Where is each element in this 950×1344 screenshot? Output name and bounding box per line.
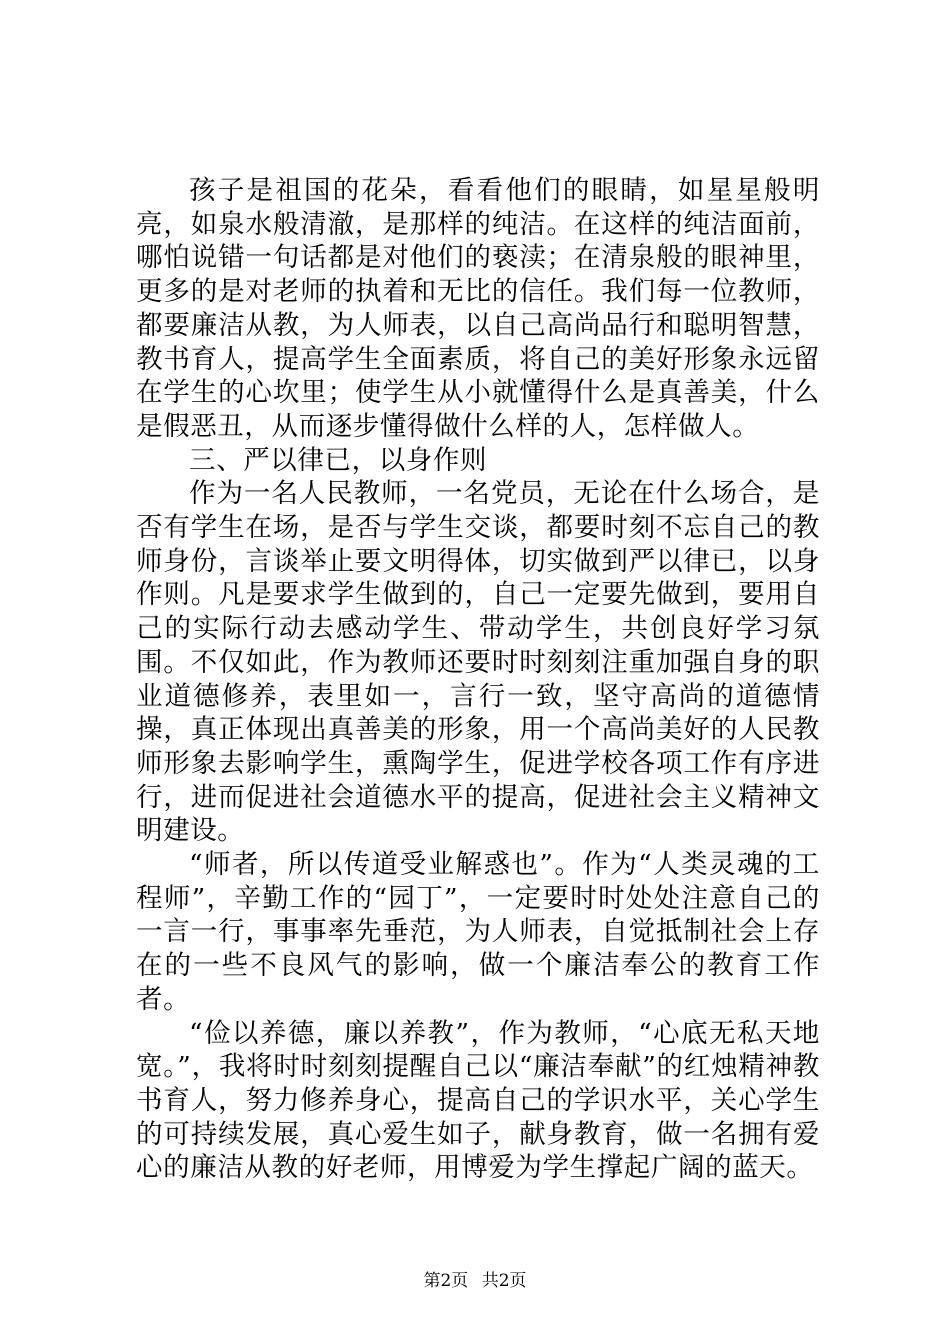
section-heading: 三、严以律已，以身作则	[189, 444, 488, 476]
page-footer	[0, 1270, 950, 1292]
paragraph-3: “师者，所以传道受业解惑也”。作为“人类灵魂的工程师”，辛勤工作的“园丁”，一定要时时处处注意自己的一言一行，事事率先垂范，为人师表，自觉抵制社会上存在的一些不良风气的影响，做一个廉洁奉公的教育工作者。	[136, 849, 820, 1015]
paragraph-4: “俭以养德，廉以养教”，作为教师，“心底无私天地宽。”，我将时时刻刻提醒自己以“廉洁奉献”的红烛精神教书育人，努力修养身心，提高自己的学识水平，关心学生的可持续发展，真心爱生如子，献身教育，做一名拥有爱心的廉洁从教的好老师，用博爱为学生撑起广阔的蓝天。	[136, 1017, 820, 1184]
paragraph-1: 孩子是祖国的花朵，看看他们的眼睛，如星星般明亮，如泉水般清澈，是那样的纯洁。在这样的纯洁面前，哪怕说错一句话都是对他们的亵渎；在清泉般的眼神里，更多的是对老师的执着和无比的信任。我们每一位教师，都要廉洁从教，为人师表，以自己高尚品行和聪明智慧，教书育人，提高学生全面素质，将自己的美好形象永远留在学生的心坎里；使学生从小就懂得什么是真善美，什么是假恶丑，从而逐步懂得做什么样的人，怎样做人。	[136, 175, 820, 442]
current-page-number: 第2页	[423, 1271, 469, 1291]
paragraph-2: 作为一名人民教师，一名党员，无论在什么场合，是否有学生在场，是否与学生交谈，都要时刻不忘自己的教师身份，言谈举止要文明得体，切实做到严以律已，以身作则。凡是要求学生做到的，自己一定要先做到，要用自己的实际行动去感动学生、带动学生，共创良好学习氛围。不仅如此，作为教师还要时时刻刻注重加强自身的职业道德修养，表里如一，言行一致，坚守高尚的道德情操，真正体现出真善美的形象，用一个高尚美好的人民教师形象去影响学生，熏陶学生，促进学校各项工作有序进行，进而促进社会道德水平的提高，促进社会主义精神文明建设。	[136, 478, 820, 847]
total-page-count: 共2页	[481, 1271, 527, 1291]
document-body	[136, 174, 820, 1185]
